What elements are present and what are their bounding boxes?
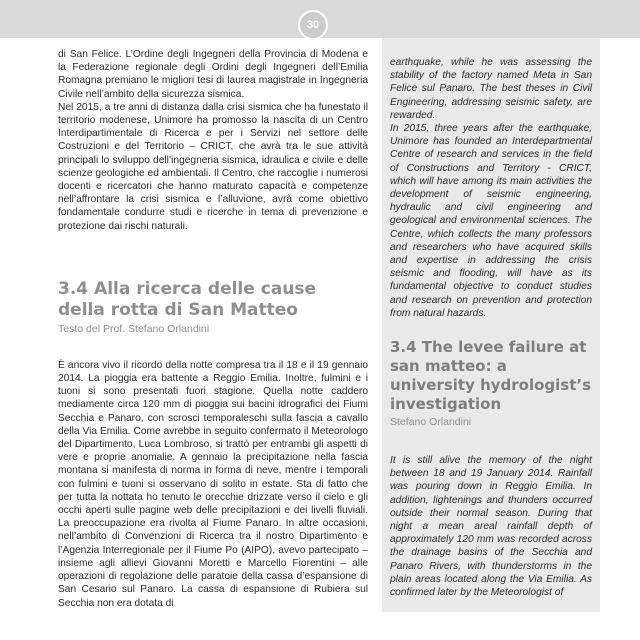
translation-heading: 3.4 The levee failure at san matteo: a university hydrologist’s investigation: [390, 338, 592, 414]
page-bottom-margin: [382, 612, 600, 640]
page-number: 30: [298, 10, 328, 40]
translation-author: Stefano Orlandini: [390, 416, 472, 429]
translation-paragraph-1: earthquake, while he was assessing the stability of the factory named Meta in San Felice sul Panaro. The best theses in Civil Engineering, addressing seismic safety, are rewarded.: [390, 57, 592, 121]
italian-column: [58, 48, 368, 610]
translation-body: It is still alive the memory of the night between 18 and 19 January 2014. Rainfall was pouring down in Reggio Emilia. In addition, lightenings and thunders occurred outside their normal season. During that night a mean areal rainfall depth of approximately 120 mm was recorded across the drainage basins of the Secchia and Panaro Rivers, with thunderstorms in the plain areas located along the Via Emilia. As confirmed later by the Meteorologist of: [390, 455, 592, 599]
english-column: [382, 38, 600, 613]
intro-paragraph-1: di San Felice. L’Ordine degli Ingegneri della Provincia di Modena e la Federazione regionale degli Ordini degli Ingegneri dell’Emilia Romagna premiano le migliori tesi di laurea magistrale in Ingegneria Civile nell’ambito della sicurezza sismica.: [58, 49, 368, 100]
intro-paragraph-2: Nel 2015, a tre anni di distanza dalla crisi sismica che ha funestato il territorio modenese, Unimore ha promosso la nascita di un Centro Interdipartimentale di Ricerca e per i Servizi nel settore delle Costruzioni e del Territorio – CRICT, che avrà tra le sue attività principali lo sviluppo dell’ingegneria sismica, idraulica e civile e delle scienze geologiche ed ambientali. Il Centro, che raccoglie i numerosi docenti e ricercatori che hanno maturato capacità e competenze nell’affrontare la crisi sismica e l’alluvione, avrà come obiettivo fondamentale condurre studi e ricerche in tema di prevenzione e protezione dai rischi naturali.: [58, 101, 368, 232]
section-heading: 3.4 Alla ricerca delle cause della rotta di San Matteo: [58, 278, 317, 320]
translation-paragraph-2: In 2015, three years after the earthquake, Unimore has founded an Interdepartmental Centre of research and services in the field of Constructions and Territory - CRICT, which will have among its main activities the development of seismic engineering, hydraulic and civil engineering and geological and environmental sciences. The Centre, which collects the many professors and researchers who have acquired skills and expertise in addressing the crisis seismic and flooding, will have as its fundamental objective to conduct studies and research on prevention and protection from natural hazards.: [390, 123, 592, 319]
section-author: Testo del Prof. Stefano Orlandini: [58, 322, 210, 335]
section-body: È ancora vivo il ricordo della notte compresa tra il 18 e il 19 gennaio 2014. La pioggia era battente a Reggio Emilia. Inoltre, fulmini e i tuoni si sono presentati fuori stagione. Quella notte caddero mediamente circa 120 mm di pioggia sui bacini idrografici dei Fiumi Secchia e Panaro, con scrosci temporaleschi sulla fascia a cavallo della Via Emilia. Come avrebbe in seguito confermato il Meteorologo del Dipartimento, Luca Lombroso, si trattò per entrambi gli aspetti di vere e proprie anomalie. A gennaio la precipitazione nella fascia montana si manifesta di norma in forma di neve, mentre i temporali con fulmini e tuoni si osservano di solito in estate. Sta di fatto che per tutta la nottata ho tenuto le orecchie drizzate verso il cielo e gli occhi aperti sulle pagine web delle precipitazioni e dei livelli fluviali. La preoccupazione era rivolta al Fiume Panaro. In altre occasioni, nell’ambito di Convenzioni di Ricerca tra il nostro Dipartimento e l’Agenzia Interregionale per il Fiume Po (AIPO), avevo partecipato – insieme agli allievi Giovanni Moretti e Marcello Fiorentini – alle operazioni di regolazione delle paratoie della cassa d’espansione di San Cesario sul Panaro. La cassa di espansione di Rubiera sul Secchia non era dotata di: [58, 359, 368, 609]
